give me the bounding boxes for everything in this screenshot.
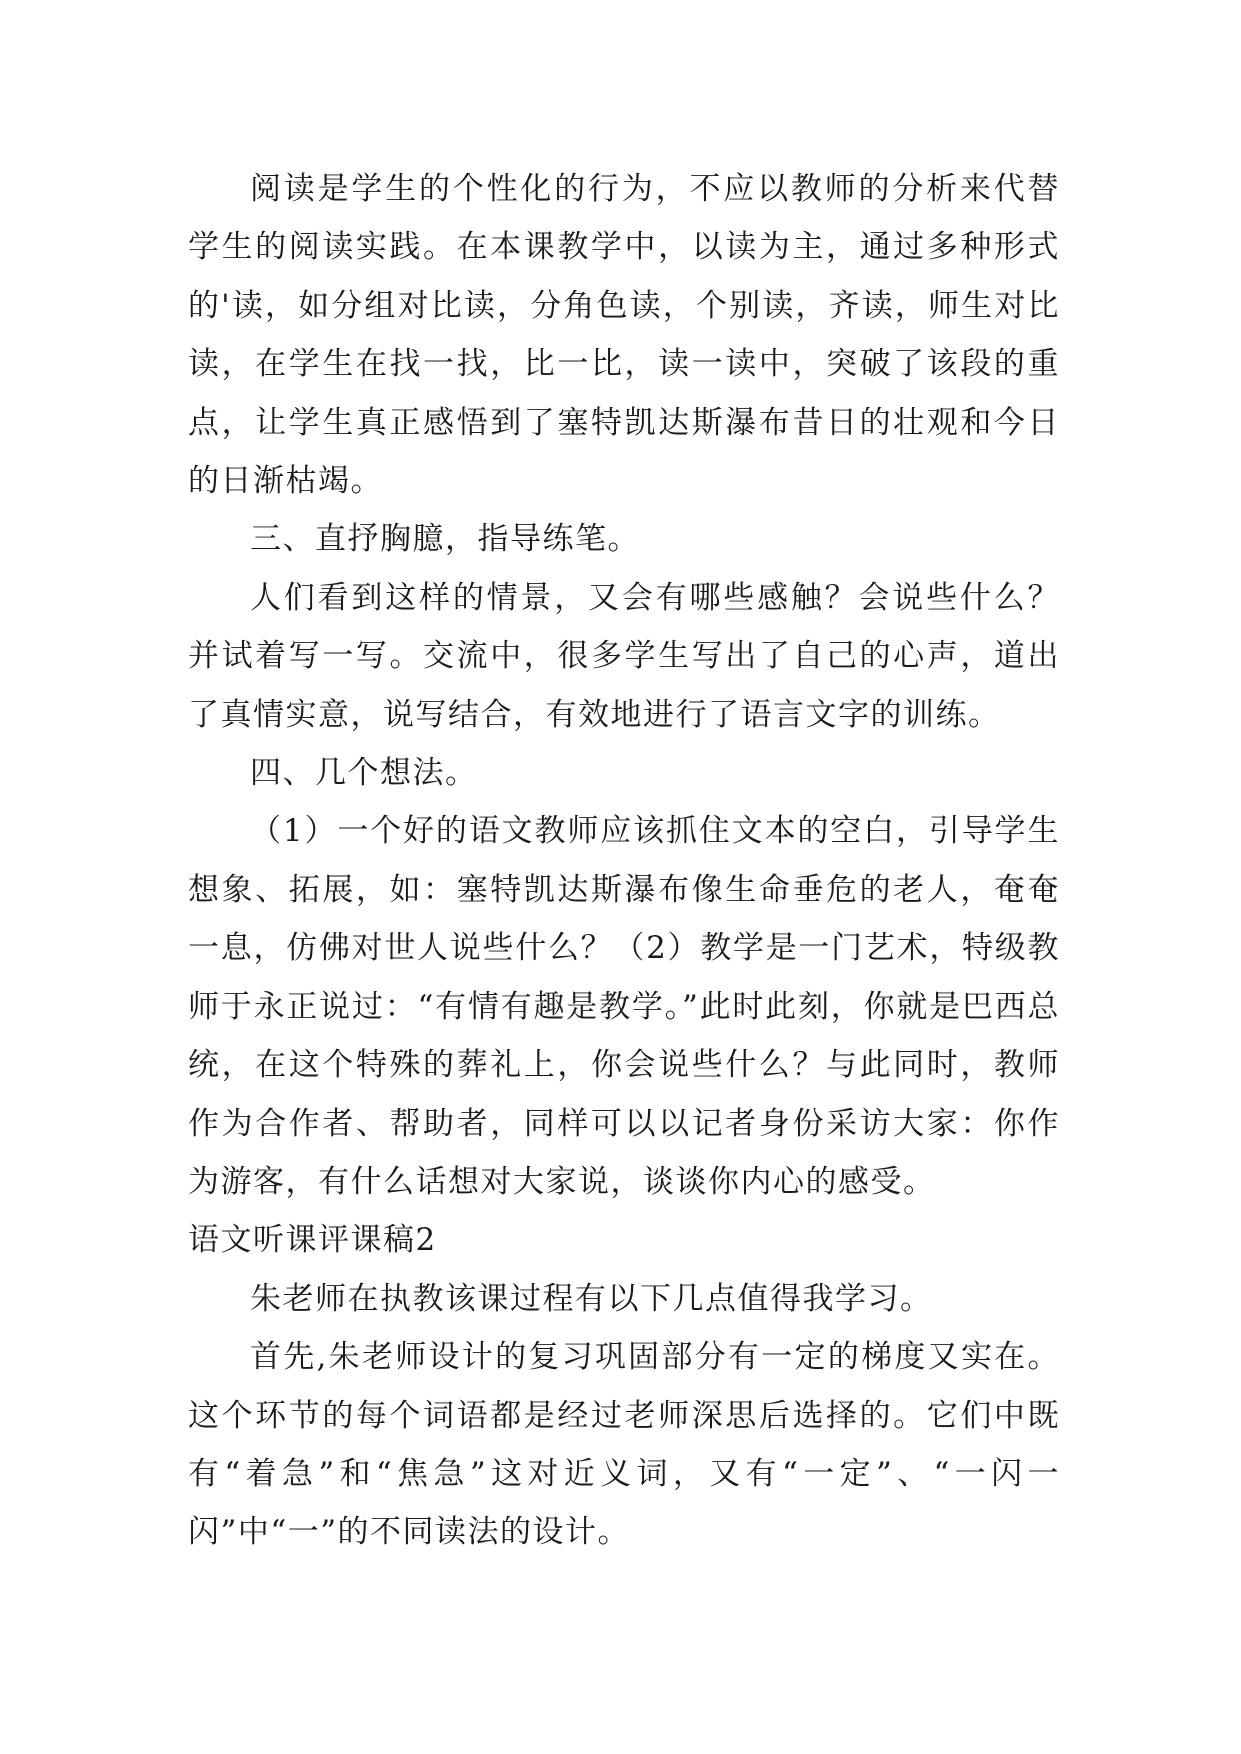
document-body — [188, 160, 1060, 1562]
paragraph-thoughts: （1）一个好的语文教师应该抓住文本的空白，引导学生想象、拓展，如：塞特凯达斯瀑布像生命垂危的老人，奄奄一息，仿佛对世人说些什么？（2）教学是一门艺术，特级教师于永正说过：“有情有趣是教学。”此时此刻，你就是巴西总统，在这个特殊的葬礼上，你会说些什么？与此同时，教师作为合作者、帮助者，同样可以以记者身份采访大家：你作为游客，有什么话想对大家说，谈谈你内心的感受。 — [188, 813, 1060, 1200]
paragraph-review-design: 首先,朱老师设计的复习巩固部分有一定的梯度又实在。这个环节的每个词语都是经过老师深思后选择的。它们中既有“着急”和“焦急”这对近义词，又有“一定”、“一闪一闪”中“一”的不同读法的设计。 — [188, 1339, 1060, 1551]
section-title: 语文听课评课稿2 — [188, 1222, 437, 1259]
paragraph-learning-points: 朱老师在执教该课过程有以下几点值得我学习。 — [250, 1280, 933, 1317]
heading-section-four: 四、几个想法。 — [250, 755, 478, 792]
paragraph-writing-practice: 人们看到这样的情景，又会有哪些感触？会说些什么？并试着写一写。交流中，很多学生写出了自己的心声，道出了真情实意，说写结合，有效地进行了语言文字的训练。 — [188, 579, 1060, 733]
paragraph-reading-practice: 阅读是学生的个性化的行为，不应以教师的分析来代替学生的阅读实践。在本课教学中，以读为主，通过多种形式的'读，如分组对比读，分角色读，个别读，齐读，师生对比读，在学生在找一找，比一比，读一读中，突破了该段的重点，让学生真正感悟到了塞特凯达斯瀑布昔日的壮观和今日的日渐枯竭。 — [188, 171, 1060, 500]
heading-section-three: 三、直抒胸臆，指导练笔。 — [250, 521, 640, 558]
